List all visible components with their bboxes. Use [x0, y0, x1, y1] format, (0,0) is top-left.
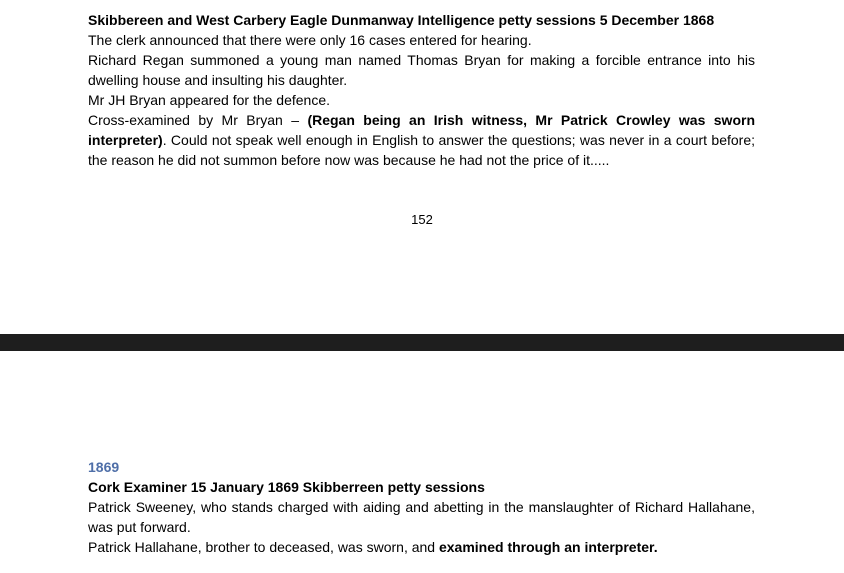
paragraph: Mr JH Bryan appeared for the defence.	[88, 92, 331, 108]
section-heading: Cork Examiner 15 January 1869 Skibberreen petty sessions	[88, 479, 485, 495]
page-separator	[0, 334, 844, 351]
paragraph-text: . Could not speak well enough in English to answer the questions; was never in a court before; the reason he did not summon before now was because he had not the price of it.....	[88, 132, 755, 168]
paragraph-text: Cross-examined by Mr Bryan –	[88, 112, 308, 128]
paragraph: Patrick Sweeney, who stands charged with aiding and abetting in the manslaughter of Richard Hallahane, was put forward.	[88, 499, 755, 535]
paragraph	[88, 537, 755, 557]
page-bottom-content	[88, 457, 755, 557]
page-number: 152	[411, 212, 433, 227]
section-heading: Skibbereen and West Carbery Eagle Dunmanway Intelligence petty sessions 5 December 1868	[88, 12, 715, 28]
document-page-bottom	[0, 351, 844, 573]
paragraph: The clerk announced that there were only 16 cases entered for hearing.	[88, 32, 532, 48]
paragraph: Richard Regan summoned a young man named Thomas Bryan for making a forcible entrance into his dwelling house and insulting his daughter.	[88, 52, 755, 88]
paragraph	[88, 110, 755, 170]
year-heading: 1869	[88, 459, 120, 475]
page-top-content	[88, 10, 755, 170]
bold-emphasis: (Regan being an Irish witness, Mr Patrick Crowley was sworn interpreter)	[88, 112, 755, 148]
paragraph-text: Patrick Hallahane, brother to deceased, was sworn, and	[88, 539, 439, 555]
bold-emphasis: examined through an interpreter.	[438, 539, 658, 555]
